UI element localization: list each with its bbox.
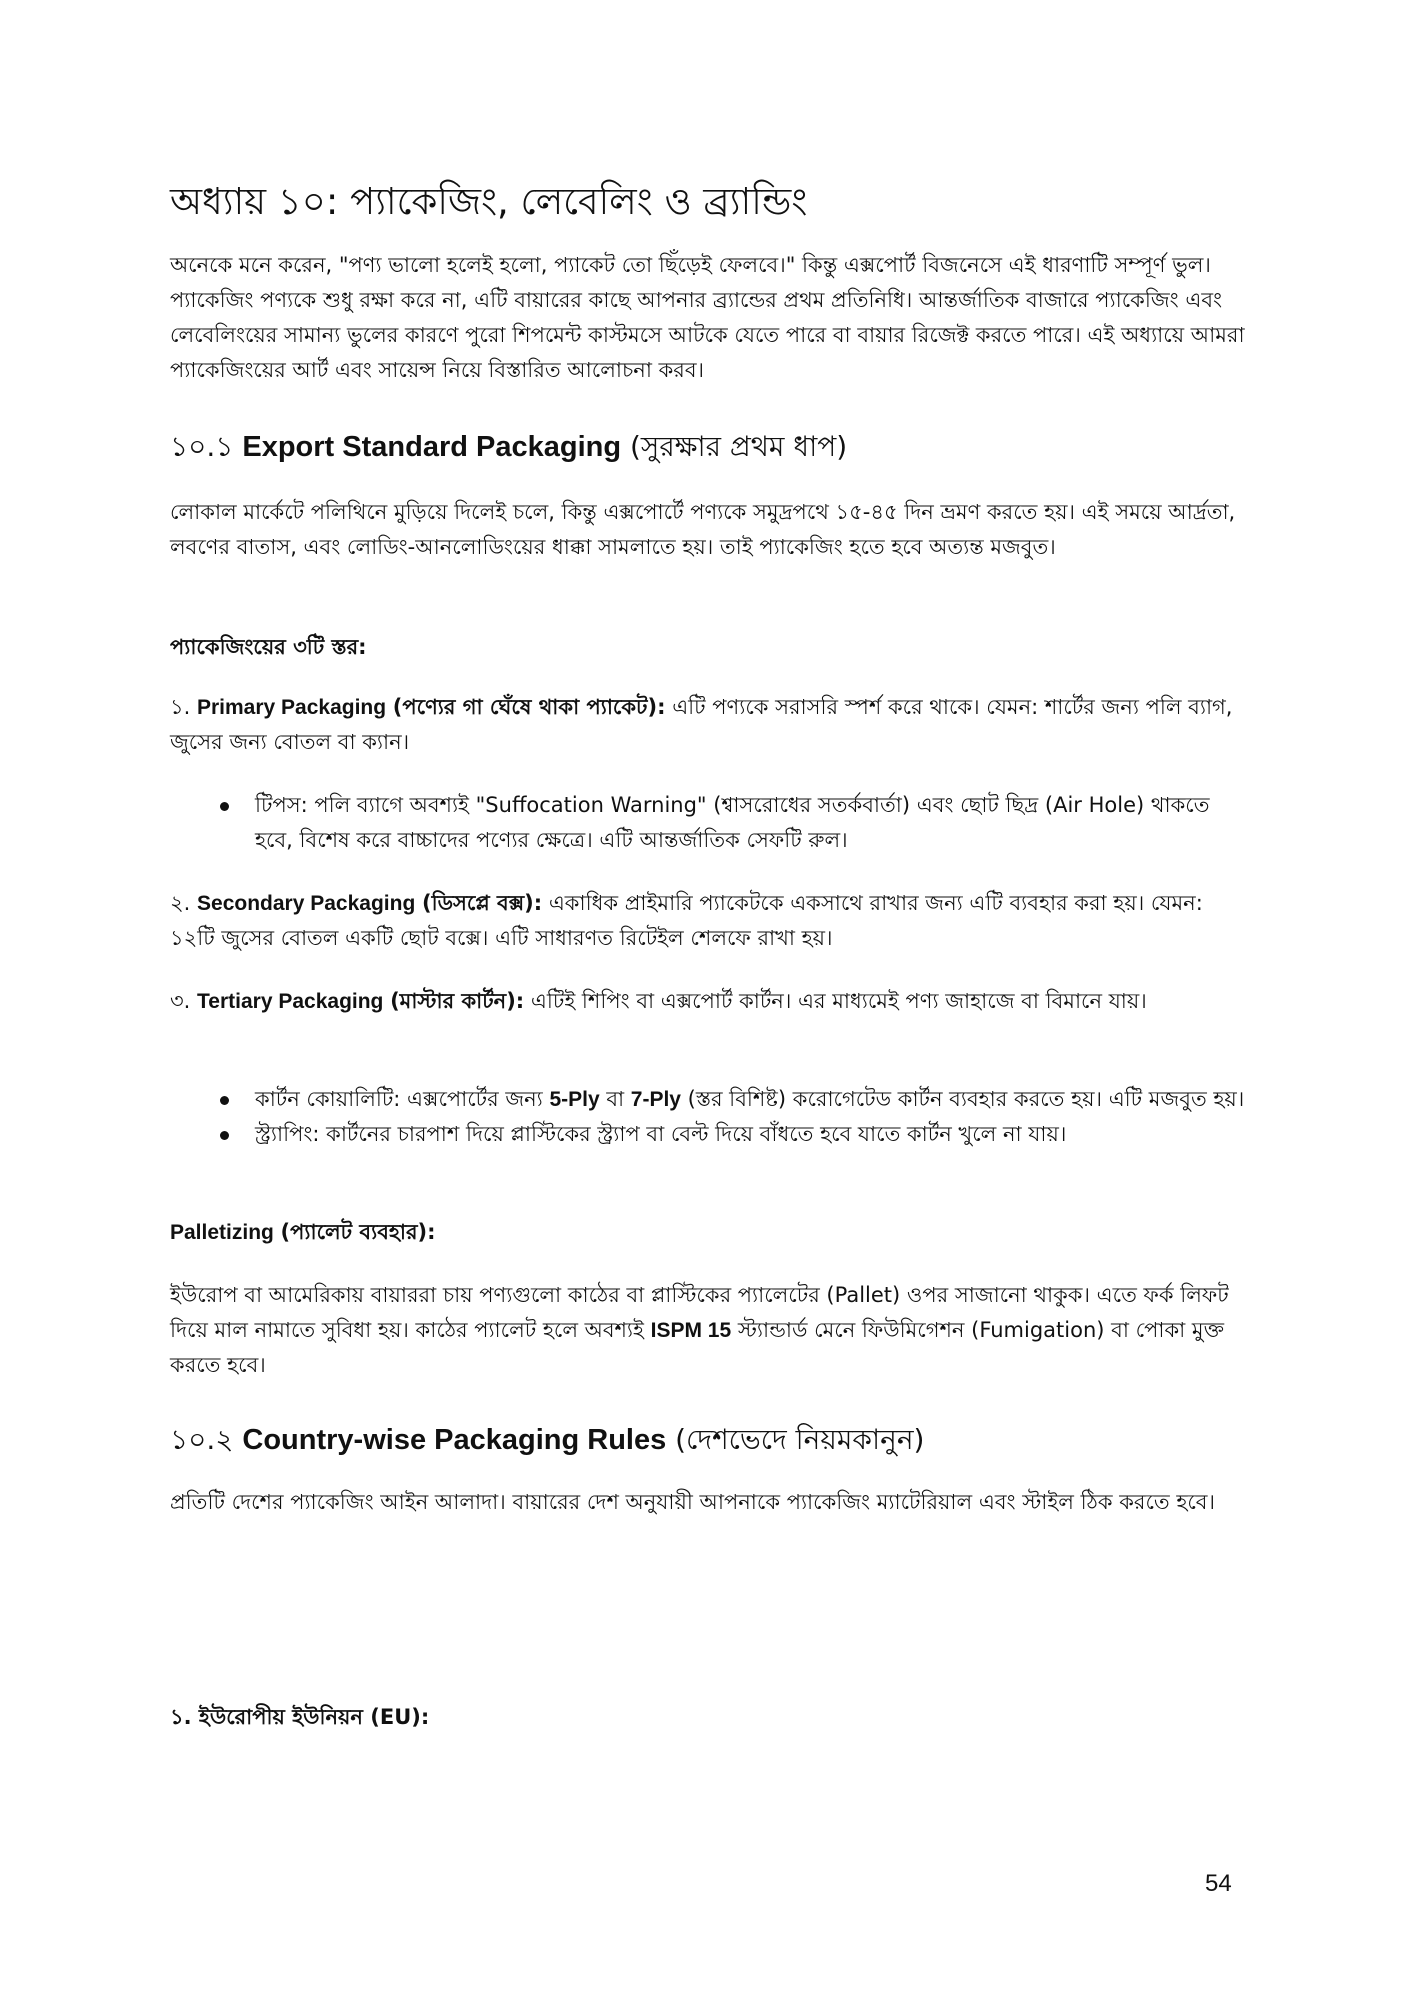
bullet-icon [220,1131,229,1140]
layers-label: প্যাকেজিংয়ের ৩টি স্তর: [170,635,367,659]
palletizing-text-pre: ইউরোপ বা আমেরিকায় বায়াররা চায় পণ্যগুলো কাঠের বা প্লাস্টিকের প্যালেটের (Pallet) ওপর সাজানো থাকুক। এতে ফর্ক লিফট দিয়ে মাল নামাতে সুবিধা হয়। কাঠের প্যালেট হলে অবশ্যই [170,1283,1229,1342]
item-name: Secondary Packaging [197,892,416,915]
item-subtitle: (পণ্যের গা ঘেঁষে থাকা প্যাকেট): [392,695,666,719]
item-text: একাধিক প্রাইমারি প্যাকেটকে একসাথে রাখার জন্য এটি ব্যবহার করা হয়। যেমন: ১২টি জুসের বোতল একটি ছোট বক্সে। এটি সাধারণত রিটেইল শেলফে রাখা হয়। [170,891,1203,950]
primary-tips-list [170,788,1245,858]
bullet-icon [220,1096,229,1105]
section-heading-10-2 [170,1418,924,1465]
section-title-en: Country-wise Packaging Rules [242,1424,667,1456]
primary-packaging-item [170,690,1245,760]
section-number: ১০.১ [170,430,234,463]
bullet-text: কার্টন কোয়ালিটি: এক্সপোর্টের জন্য [255,1087,550,1111]
ispm-standard: ISPM 15 [650,1319,732,1342]
palletizing-title-bn: (প্যালেট ব্যবহার): [280,1220,436,1244]
bullet-icon [220,802,229,811]
eu-heading-en: (EU): [370,1705,430,1729]
item-text: এটিই শিপিং বা এক্সপোর্ট কার্টন। এর মাধ্যমেই পণ্য জাহাজে বা বিমানে যায়। [530,989,1147,1013]
eu-heading-bn: ১. ইউরোপীয় ইউনিয়ন [170,1705,363,1729]
list-item [170,1082,1245,1117]
tertiary-packaging-item [170,984,1245,1019]
ply-7: 7-Ply [630,1088,681,1111]
item-subtitle: (ডিসপ্লে বক্স): [421,891,543,915]
section-title-en: Export Standard Packaging [242,431,622,463]
section-title-bn: (সুরক্ষার প্রথম ধাপ) [629,430,848,463]
section-2-intro: প্রতিটি দেশের প্যাকেজিং আইন আলাদা। বায়ারের দেশ অনুযায়ী আপনাকে প্যাকেজিং ম্যাটেরিয়াল এবং স্টাইল ঠিক করতে হবে। [170,1490,1215,1514]
palletizing-title-en: Palletizing [170,1221,274,1244]
item-name: Primary Packaging [197,696,387,719]
item-text: এটি পণ্যকে সরাসরি স্পর্শ করে থাকে। যেমন: শার্টের জন্য পলি ব্যাগ, জুসের জন্য বোতল বা ক্যান। [170,695,1233,754]
tip-text: টিপস: পলি ব্যাগে অবশ্যই "Suffocation Warning" (শ্বাসরোধের সতর্কবার্তা) এবং ছোট ছিদ্র (Air Hole) থাকতে হবে, বিশেষ করে বাচ্চাদের পণ্যের ক্ষেত্রে। এটি আন্তর্জাতিক সেফটি রুল। [255,793,1210,852]
item-subtitle: (মাস্টার কার্টন): [390,989,525,1013]
palletizing-heading [170,1215,1245,1250]
chapter-title: অধ্যায় ১০: প্যাকেজিং, লেবেলিং ও ব্র্যান্ডিং [170,180,808,223]
bullet-text: (স্তর বিশিষ্ট) করোগেটেড কার্টন ব্যবহার করতে হয়। এটি মজবুত হয়। [680,1087,1245,1111]
list-item [170,788,1245,858]
item-number: ৩. [170,989,191,1013]
section-number: ১০.২ [170,1423,234,1456]
section-title-bn: (দেশভেদে নিয়মকানুন) [675,1423,925,1456]
section-heading-10-1 [170,425,847,472]
secondary-packaging-item [170,886,1245,956]
item-number: ২. [170,891,191,915]
palletizing-text-post: স্ট্যান্ডার্ড মেনে ফিউমিগেশন (Fumigation) বা পোকা মুক্ত করতে হবে। [170,1318,1224,1377]
eu-heading [170,1700,1245,1735]
palletizing-text [170,1278,1245,1383]
item-number: ১. [170,695,191,719]
item-name: Tertiary Packaging [197,990,384,1013]
chapter-intro: অনেকে মনে করেন, "পণ্য ভালো হলেই হলো, প্যাকেট তো ছিঁড়েই ফেলবে।" কিন্তু এক্সপোর্ট বিজনেসে এই ধারণাটি সম্পূর্ণ ভুল। প্যাকেজিং পণ্যকে শুধু রক্ষা করে না, এটি বায়ারের কাছে আপনার ব্র্যান্ডের প্রথম প্রতিনিধি। আন্তর্জাতিক বাজারে প্যাকেজিং এবং লেবেলিংয়ের সামান্য ভুলের কারণে পুরো শিপমেন্ট কাস্টমসে আটকে যেতে পারে বা বায়ার রিজেক্ট করতে পারে। এই অধ্যায়ে আমরা প্যাকেজিংয়ের আর্ট এবং সায়েন্স নিয়ে বিস্তারিত আলোচনা করব। [170,253,1245,382]
section-intro: লোকাল মার্কেটে পলিথিনে মুড়িয়ে দিলেই চলে, কিন্তু এক্সপোর্টে পণ্যকে সমুদ্রপথে ১৫-৪৫ দিন ভ্রমণ করতে হয়। এই সময়ে আর্দ্রতা, লবণের বাতাস, এবং লোডিং-আনলোডিংয়ের ধাক্কা সামলাতে হয়। তাই প্যাকেজিং হতে হবে অত্যন্ত মজবুত। [170,500,1236,559]
bullet-text: স্ট্র্যাপিং: কার্টনের চারপাশ দিয়ে প্লাস্টিকের স্ট্র্যাপ বা বেল্ট দিয়ে বাঁধতে হবে যাতে কার্টন খুলে না যায়। [255,1122,1067,1146]
list-item [170,1117,1245,1152]
bullet-text: বা [599,1087,631,1111]
tertiary-bullets-list [170,1082,1245,1152]
ply-5: 5-Ply [549,1088,600,1111]
page-number: 54 [1205,1870,1232,1897]
